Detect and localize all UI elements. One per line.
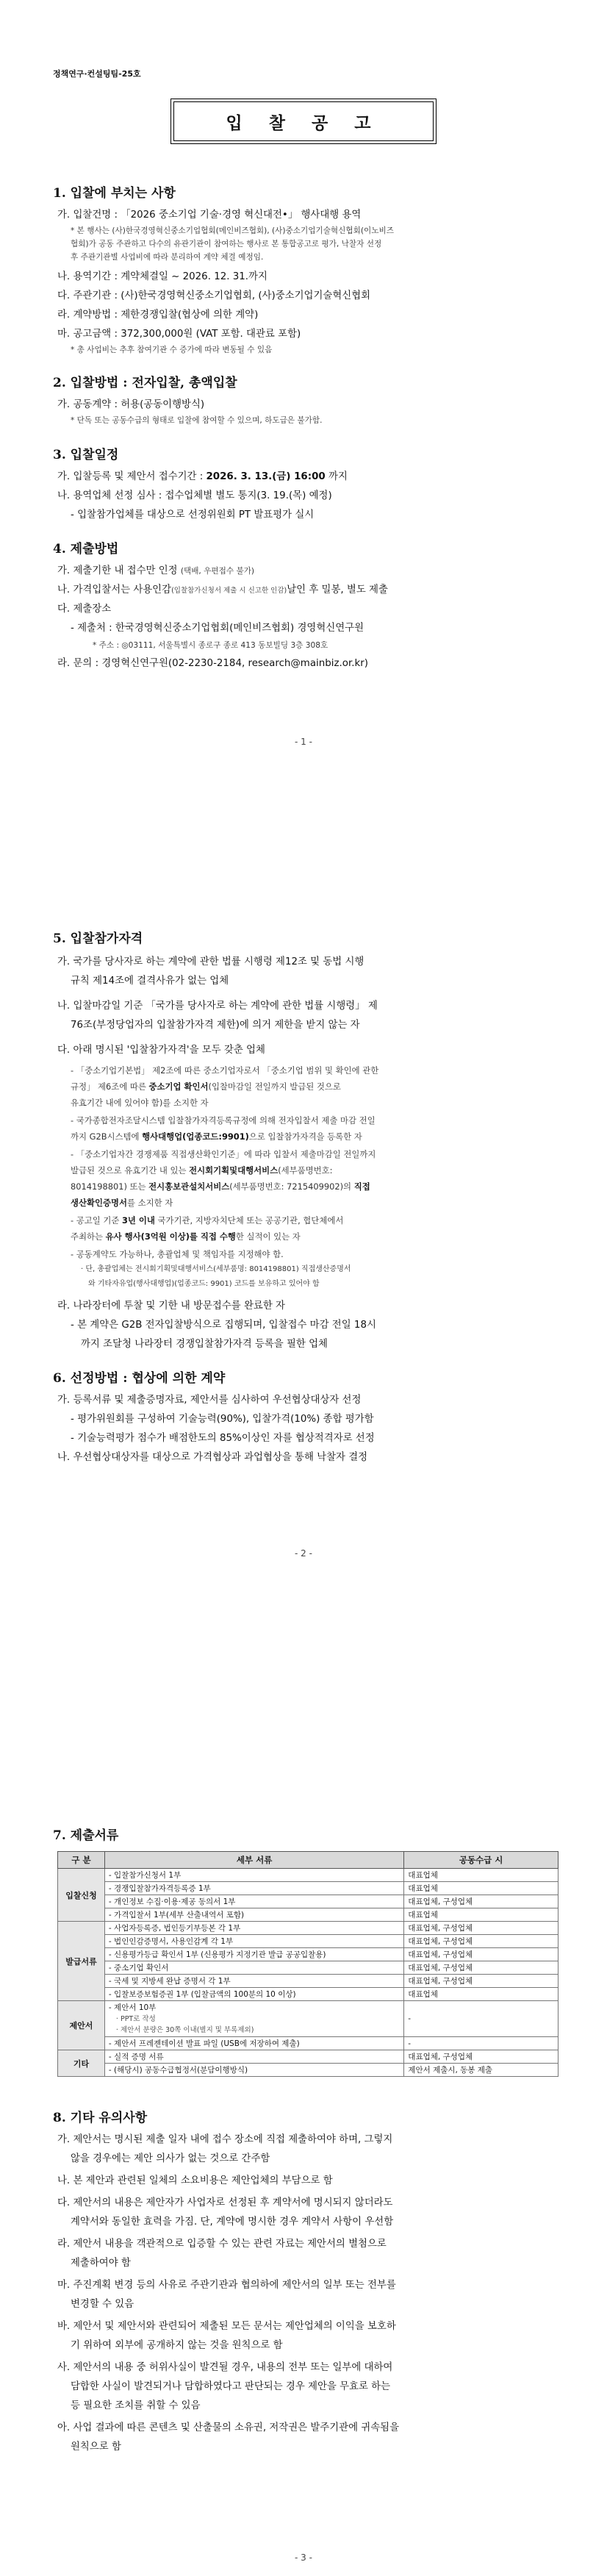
s1-note-ga-1: * 본 행사는 (사)한국경영혁신중소기업협회(메인비즈협회), (사)중소기업기술혁신협회(이노비즈: [71, 226, 394, 235]
document-cell: - 제안서 프레젠테이션 발표 파일 (USB에 저장하여 제출): [104, 2037, 403, 2050]
s6-item-na: 나. 우선협상대상자를 대상으로 가격협상과 과업협상을 통해 낙찰자 결정: [57, 1452, 368, 1463]
s6-item-ga: 가. 등록서류 및 제출증명자료, 제안서를 심사하여 우선협상대상자 선정: [57, 1395, 362, 1406]
table-row: [58, 1922, 558, 1935]
s8-na: 나. 본 제안과 관련된 일체의 소요비용은 제안업체의 부담으로 함: [57, 2175, 333, 2186]
joint-cell: 대표업체, 구성업체: [404, 1895, 558, 1908]
s5-b2-line1: - 국가종합전자조달시스템 입찰참가자격등록규정에 의해 전자입찰서 제출 마감 전일: [71, 1115, 376, 1126]
s3-item-na: 나. 용역업체 선정 심사 : 접수업체별 별도 통지(3. 19.(목) 예정): [57, 490, 332, 501]
s3-item-ga: 가. 입찰등록 및 제안서 접수기간 : 2026. 3. 13.(금) 16:00 까지: [57, 471, 348, 482]
table-row: [58, 1908, 558, 1922]
table-row: [58, 1975, 558, 1988]
s5-item-na-1: 나. 입찰마감일 기준 「국가를 당사자로 하는 계약에 관한 법률 시행령」 제: [57, 1001, 378, 1012]
table-row: [58, 1895, 558, 1908]
section-6-heading: 6. 선정방법 : 협상에 의한 계약: [53, 1371, 226, 1386]
s5-b3-line1: - 「중소기업자간 경쟁제품 직접생산확인기준」에 따라 입찰서 제출마감일 전일까지: [71, 1149, 376, 1159]
table-header-row: [58, 1852, 558, 1869]
page-number-1: - 1 -: [295, 737, 312, 747]
s2-note-ga: * 단독 또는 공동수급의 형태로 입찰에 참여할 수 있으며, 하도급은 불가함.: [71, 416, 323, 425]
category-cell: 입찰신청: [58, 1869, 105, 1922]
section-2-heading: 2. 입찰방법 : 전자입찰, 총액입찰: [53, 376, 237, 390]
joint-cell: 대표업체, 구성업체: [404, 1948, 558, 1961]
page-3: [0, 1720, 607, 2576]
s5-item-ra: 라. 나라장터에 투찰 및 기한 내 방문접수를 완료한 자: [57, 1300, 285, 1312]
s8-ga-2: 않을 경우에는 제안 의사가 없는 것으로 간주함: [71, 2153, 270, 2164]
category-cell: 제안서: [58, 2001, 105, 2050]
s5-item-da: 다. 아래 명시된 '입찰참가자격'을 모두 갖춘 업체: [57, 1045, 265, 1056]
s1-item-na: 나. 용역기간 : 계약체결일 ~ 2026. 12. 31.까지: [57, 271, 267, 282]
s8-sa-3: 등 필요한 조치를 취할 수 있음: [71, 2400, 201, 2411]
document-cell: - 중소기업 확인서: [104, 1961, 403, 1975]
joint-cell: 대표업체: [404, 1988, 558, 2001]
document-cell: - 입찰보증보험증권 1부 (입찰금액의 100분의 10 이상): [104, 1988, 403, 2001]
document-cell: - 제안서 10부 · PPT로 작성 · 제안서 분량은 30쪽 이내(별지 및 부록제외): [104, 2001, 403, 2037]
section-5-heading: 5. 입찰참가자격: [53, 931, 143, 946]
page-number-3: - 3 -: [295, 2552, 312, 2563]
table-row: [58, 1961, 558, 1975]
s5-item-na-2: 76조(부정당업자의 입찰참가자격 제한)에 의거 제한을 받지 않는 자: [71, 1020, 360, 1031]
s4-item-ga: 가. 제출기한 내 접수만 인정 (택배, 우편접수 불가): [57, 565, 255, 576]
table-row: [58, 2050, 558, 2064]
s8-ra-1: 라. 제안서 내용을 객관적으로 입증할 수 있는 관련 자료는 제안서의 별첨으로: [57, 2239, 387, 2250]
document-title-box: [173, 101, 434, 141]
s5-b5-note-2: 와 기타자유업(행사대행업)(업종코드: 9901) 코드를 보유하고 있어야 함: [88, 1280, 320, 1288]
table-row: [58, 1988, 558, 2001]
s1-item-da: 다. 주관기관 : (사)한국경영혁신중소기업협회, (사)중소기업기술혁신협회: [57, 290, 371, 301]
document-title: 입 찰 공 고: [226, 112, 381, 133]
s5-b1-line3: 유효기간 내에 있어야 함)를 소지한 자: [71, 1098, 209, 1108]
joint-cell: 대표업체, 구성업체: [404, 1975, 558, 1988]
s5-b2-line2: 까지 G2B시스템에 행사대행업(업종코드:9901)으로 입찰참가자격을 등록한 자: [71, 1131, 362, 1142]
s5-b1-line2: 규정」 제6조에 따른 중소기업 확인서(입찰마감일 전일까지 발급된 것으로: [71, 1081, 341, 1092]
submission-documents-table: [57, 1851, 558, 2077]
s1-note-ma: * 총 사업비는 추후 참여기관 수 증가에 따라 변동될 수 있음: [71, 346, 273, 354]
table-row: [58, 1882, 558, 1895]
document-series-number: 정책연구·컨설팅팀-25호: [53, 69, 141, 79]
joint-cell: 대표업체: [404, 1882, 558, 1895]
s8-ba-1: 바. 제안서 및 제안서와 관련되어 제출된 모든 문서는 제안업체의 이익을 보호하: [57, 2321, 396, 2332]
section-4-heading: 4. 제출방법: [53, 542, 119, 557]
s4-item-ra: 라. 문의 : 경영혁신연구원(02-2230-2184, research@mainbiz.or.kr): [57, 658, 368, 669]
joint-cell: 대표업체, 구성업체: [404, 1922, 558, 1935]
joint-cell: 대표업체: [404, 1908, 558, 1922]
joint-cell: -: [404, 2001, 558, 2037]
category-cell: 기타: [58, 2050, 105, 2077]
s1-note-ga-2: 협회)가 공동 주관하고 다수의 유관기관이 참여하는 행사로 본 통합공고로 평가, 낙찰자 선정: [71, 240, 382, 248]
s5-b5: - 공동계약도 가능하나, 총괄업체 및 책임자를 지정해야 함.: [71, 1249, 284, 1259]
s1-item-ma: 마. 공고금액 : 372,300,000원 (VAT 포함. 대관료 포함): [57, 329, 301, 340]
s8-a-2: 원칙으로 함: [71, 2441, 121, 2452]
s5-b4-line2: 주최하는 유사 행사(3억원 이상)를 직접 수행한 실적이 있는 자: [71, 1231, 301, 1242]
page-1: [0, 0, 607, 860]
joint-cell: 제안서 제출시, 동봉 제출: [404, 2064, 558, 2077]
s5-item-ga-1: 가. 국가를 당사자로 하는 계약에 관한 법률 시행령 제12조 및 동법 시행: [57, 956, 364, 967]
s5-b3-line4: 생산확인증명서를 소지한 자: [71, 1198, 173, 1208]
table-row: [58, 2037, 558, 2050]
document-cell: - (해당시) 공동수급협정서(분담이행방식): [104, 2064, 403, 2077]
s4-item-da: 다. 제출장소: [57, 604, 112, 615]
s5-item-ra-sub-1: - 본 계약은 G2B 전자입찰방식으로 집행되며, 입찰접수 마감 전일 18시: [71, 1320, 376, 1331]
joint-cell: 대표업체: [404, 1869, 558, 1882]
document-cell: - 입찰참가신청서 1부: [104, 1869, 403, 1882]
joint-cell: 대표업체, 구성업체: [404, 1961, 558, 1975]
document-cell: - 법인인감증명서, 사용인감계 각 1부: [104, 1935, 403, 1948]
s1-item-ga: 가. 입찰건명 : 「2026 중소기업 기술·경영 혁신대전•」 행사대행 용역: [57, 210, 362, 221]
document-cell: - 가격입찰서 1부(세부 산출내역서 포함): [104, 1908, 403, 1922]
s5-b3-line2: 발급된 것으로 유효기간 내 있는 전시회기획및대행서비스(세부품명번호:: [71, 1165, 333, 1176]
document-cell: - 신용평가등급 확인서 1부 (신용평가 지정기관 발급 공공입찰용): [104, 1948, 403, 1961]
s3-item-na-sub: - 입찰참가업체를 대상으로 선정위원회 PT 발표평가 실시: [71, 509, 315, 520]
section-3-heading: 3. 입찰일정: [53, 448, 119, 462]
s5-b3-line3: 8014198801) 또는 전시홍보관설치서비스(세부품명번호: 7215409902)의 직접: [71, 1181, 370, 1192]
section-8-heading: 8. 기타 유의사항: [53, 2111, 148, 2125]
s2-item-ga: 가. 공동계약 : 허용(공동이행방식): [57, 399, 205, 410]
section-7-heading: 7. 제출서류: [53, 1828, 119, 1843]
joint-cell: -: [404, 2037, 558, 2050]
category-cell: 발급서류: [58, 1922, 105, 2001]
page-number-2: - 2 -: [295, 1548, 312, 1559]
s8-ma-1: 마. 주진계획 변경 등의 사유로 주관기관과 협의하에 제안서의 일부 또는 전부를: [57, 2280, 396, 2291]
s6-sub-1: - 평가위원회를 구성하여 기술능력(90%), 입찰가격(10%) 종합 평가함: [71, 1414, 374, 1425]
document-cell: - 국세 및 지방세 완납 증명서 각 1부: [104, 1975, 403, 1988]
s8-sa-2: 담합한 사실이 발견되거나 담합하였다고 판단되는 경우 제안을 무효로 하는: [71, 2381, 391, 2392]
s3-deadline: 2026. 3. 13.(금) 16:00: [206, 471, 326, 482]
column-header: 세부 서류: [104, 1852, 403, 1869]
document-cell: - 사업자등록증, 법인등기부등본 각 1부: [104, 1922, 403, 1935]
s8-da-2: 계약서와 동일한 효력을 가짐. 단, 계약에 명시한 경우 계약서 사항이 우선함: [71, 2217, 394, 2228]
s5-b4-line1: - 공고일 기준 3년 이내 국가기관, 지방자치단체 또는 공공기관, 협단체에서: [71, 1215, 344, 1226]
joint-cell: 대표업체, 구성업체: [404, 1935, 558, 1948]
table-row: [58, 1869, 558, 1882]
s8-ma-2: 변경할 수 있음: [71, 2299, 134, 2310]
table-row: [58, 1948, 558, 1961]
joint-cell: 대표업체, 구성업체: [404, 2050, 558, 2064]
s5-b5-note-1: · 단, 총괄업체는 전시회기획및대행서비스(세부품명: 8014198801) 직접생산증명서: [81, 1265, 351, 1273]
section-1-heading: 1. 입찰에 부치는 사항: [53, 186, 176, 201]
table-row: [58, 2001, 558, 2037]
document-cell: - 실적 증명 서류: [104, 2050, 403, 2064]
document-cell: - 개인정보 수집·이용·제공 동의서 1부: [104, 1895, 403, 1908]
s8-sa-1: 사. 제안서의 내용 중 허위사실이 발견될 경우, 내용의 전부 또는 일부에 대하여: [57, 2362, 393, 2373]
s5-item-ra-sub-2: 까지 조달청 나라장터 경쟁입찰참가자격 등록을 필한 업체: [81, 1339, 328, 1350]
column-header: 공동수급 시: [404, 1852, 558, 1869]
s4-item-da-address: * 주소 : ◎03111, 서울특별시 종로구 종로 413 동보빌딩 3층 308호: [93, 641, 328, 650]
s8-da-1: 다. 제안서의 내용은 제안자가 사업자로 선정된 후 계약서에 명시되지 않더라도: [57, 2197, 393, 2208]
s8-ga-1: 가. 제안서는 명시된 제출 일자 내에 접수 장소에 직접 제출하여야 하며, 그렇지: [57, 2134, 393, 2145]
page-2: [0, 860, 607, 1720]
s4-item-na: 나. 가격입찰서는 사용인감(입찰참가신청서 제출 시 신고한 인감)날인 후 밀봉, 별도 제출: [57, 584, 388, 595]
table-row: [58, 1935, 558, 1948]
s8-ra-2: 제출하여야 함: [71, 2258, 131, 2269]
s4-item-da-sub: - 제출처 : 한국경영혁신중소기업협회(메인비즈협회) 경영혁신연구원: [71, 623, 364, 634]
document-cell: - 경쟁입찰참가자격등록증 1부: [104, 1882, 403, 1895]
s5-b1-line1: - 「중소기업기본법」 제2조에 따른 중소기업자로서 「중소기업 범위 및 확인에 관한: [71, 1065, 379, 1076]
column-header: 구 분: [58, 1852, 105, 1869]
s1-item-ra: 라. 계약방법 : 제한경쟁입찰(협상에 의한 계약): [57, 310, 259, 321]
s6-sub-2: - 기술능력평가 점수가 배점한도의 85%이상인 자를 협상적격자로 선정: [71, 1433, 375, 1444]
s8-a-1: 아. 사업 결과에 따른 콘텐츠 및 산출물의 소유권, 저작권은 발주기관에 귀속됨을: [57, 2422, 400, 2433]
table-row: [58, 2064, 558, 2077]
s1-note-ga-3: 후 주관기관별 사업비에 따라 분리하여 계약 체결 예정임.: [71, 253, 264, 262]
s5-item-ga-2: 규칙 제14조에 결격사유가 없는 업체: [71, 976, 229, 987]
s8-ba-2: 기 위하여 외부에 공개하지 않는 것을 원칙으로 함: [71, 2340, 283, 2351]
